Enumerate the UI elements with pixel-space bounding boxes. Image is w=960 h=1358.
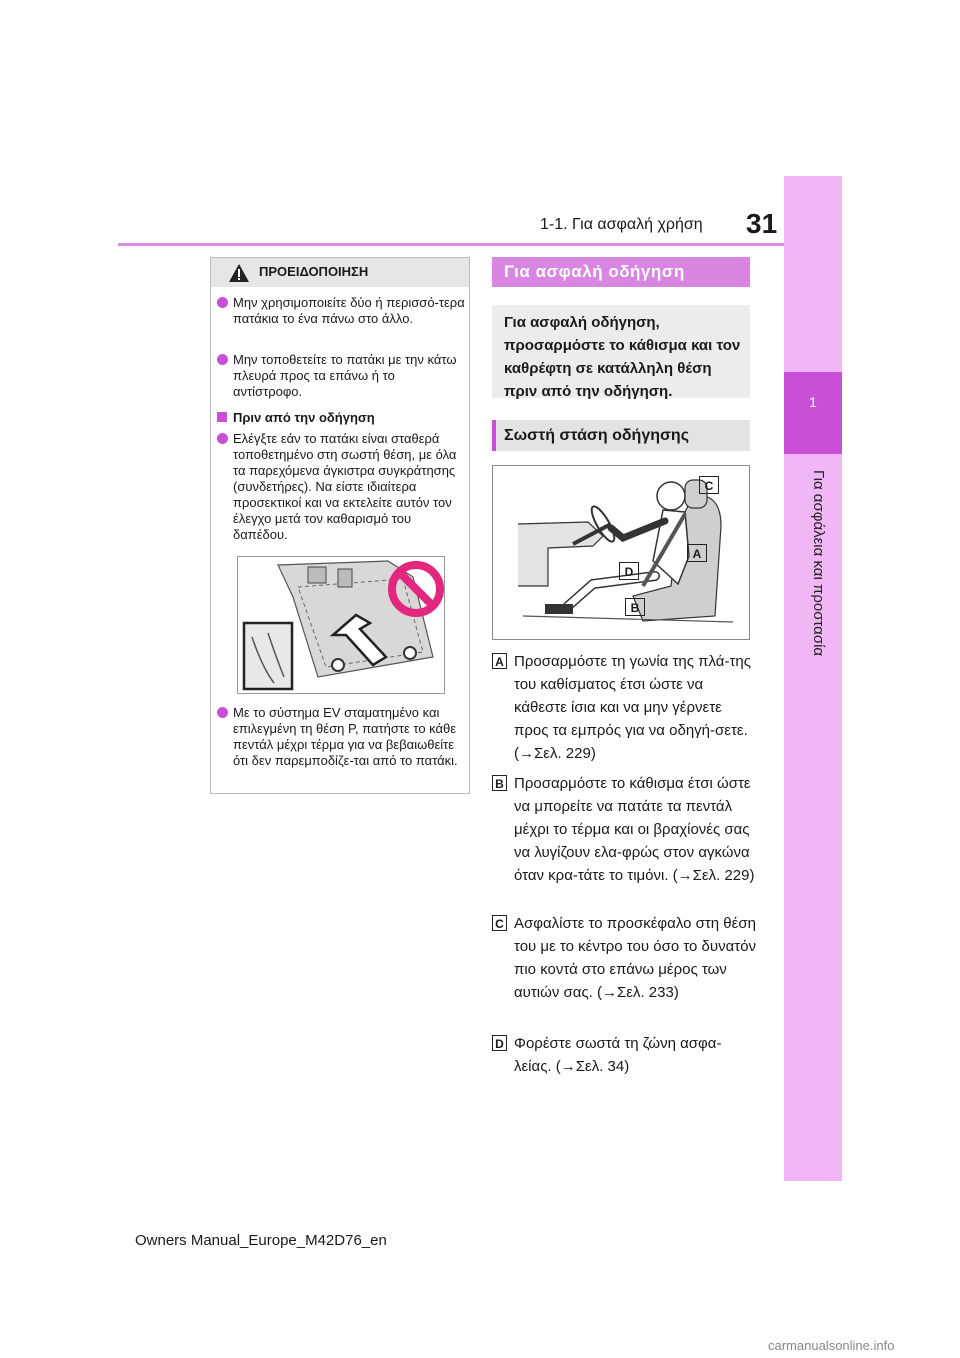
warning-bullet xyxy=(217,705,467,769)
bullet-dot-icon xyxy=(217,354,228,365)
item-text: Προσαρμόστε το κάθισμα έτσι ώστε να μπορείτε να πατάτε τα πεντάλ μέχρι το τέρμα και οι βραχίονές σας να λυγίζουν ελα-φρώς στον αγκώνα όταν κρα-τάτε το τιμόνι. (→Σελ. 229) xyxy=(514,775,755,884)
item-text: Προσαρμόστε τη γωνία της πλά-της του καθίσματος έτσι ώστε να κάθεστε ίσια και να μην γέρνετε προς τα εμπρός για να οδηγή-σετε. (→Σελ. 229) xyxy=(514,653,751,762)
warning-header xyxy=(211,258,469,287)
footer-text: Owners Manual_Europe_M42D76_en xyxy=(135,1232,387,1249)
warning-bullet-text: Με το σύστημα EV σταματημένο και επιλεγμένη τη θέση P, πατήστε το κάθε πεντάλ μέχρι τέρμα για να βεβαιωθείτε ότι δεν παρεμποδίζε-ται από το πατάκι. xyxy=(233,705,458,768)
warning-bullet xyxy=(217,352,467,400)
driving-posture-illustration xyxy=(492,465,750,640)
warning-bullet xyxy=(217,295,467,327)
watermark: carmanualsonline.info xyxy=(768,1338,895,1353)
warning-title: ΠΡΟΕΙΔΟΠΟΙΗΣΗ xyxy=(259,264,369,279)
bullet-dot-icon xyxy=(217,433,228,444)
item-letter: D xyxy=(492,1035,507,1051)
item-letter: B xyxy=(492,775,507,791)
warning-subheading-text: Πριν από την οδήγηση xyxy=(233,410,375,425)
section-title: 1-1. Για ασφαλή χρήση xyxy=(540,216,703,233)
figure-label-b: B xyxy=(625,598,645,616)
figure-label-c: C xyxy=(699,476,719,494)
side-tab-chapter-number: 1 xyxy=(784,372,842,454)
bullet-dot-icon xyxy=(217,707,228,718)
floor-mat-illustration xyxy=(237,556,445,694)
figure-label-d: D xyxy=(619,562,639,580)
list-item xyxy=(492,772,757,887)
subsection-heading: Σωστή στάση οδήγησης xyxy=(492,420,750,451)
item-text: Ασφαλίστε το προσκέφαλο στη θέση του με το κέντρο του όσο το δυνατόν πιο κοντά στο επάνω μέρος των αυτιών σας. (→Σελ. 233) xyxy=(514,915,757,1001)
page-number: 31 xyxy=(746,208,778,239)
intro-text: Για ασφαλή οδήγηση, προσαρμόστε το κάθισμα και τον καθρέφτη σε κατάλληλη θέση πριν από την οδήγηση. xyxy=(504,314,741,400)
square-bullet-icon xyxy=(217,412,227,422)
warning-bullet-text: Μην τοποθετείτε το πατάκι με την κάτω πλευρά προς τα επάνω ή το αντίστροφο. xyxy=(233,352,457,399)
warning-box xyxy=(210,257,470,794)
warning-bullet-text: Μην χρησιμοποιείτε δύο ή περισσό-τερα πατάκια το ένα πάνω στο άλλο. xyxy=(233,295,465,326)
header-rule xyxy=(118,243,784,246)
section-heading: Για ασφαλή οδήγηση xyxy=(492,257,750,287)
side-tab-chapter-title: Για ασφάλεια και προστασία xyxy=(810,470,827,657)
bullet-dot-icon xyxy=(217,297,228,308)
warning-bullet-text: Ελέγξτε εάν το πατάκι είναι σταθερά τοποθετημένο στη σωστή θέση, με όλα τα παρεχόμενα άγκιστρα συγκράτησης (συνδετήρες). Να είστε ιδιαίτερα προσεκτικοί και να εκτελείτε αυτόν τον έλεγχο μετά τον καθαρισμό του δαπέδου. xyxy=(233,431,457,542)
item-letter: C xyxy=(492,915,507,931)
figure-label-a: A xyxy=(687,544,707,562)
intro-box xyxy=(492,305,750,398)
warning-subheading xyxy=(217,410,467,426)
list-item xyxy=(492,912,757,1004)
side-tab-top xyxy=(784,176,842,372)
warning-bullet xyxy=(217,431,467,543)
list-item xyxy=(492,650,757,765)
list-item xyxy=(492,1032,757,1078)
warning-triangle-icon xyxy=(228,263,250,283)
item-letter: A xyxy=(492,653,507,669)
item-text: Φορέστε σωστά τη ζώνη ασφα-λείας. (→Σελ. 34) xyxy=(514,1035,722,1075)
